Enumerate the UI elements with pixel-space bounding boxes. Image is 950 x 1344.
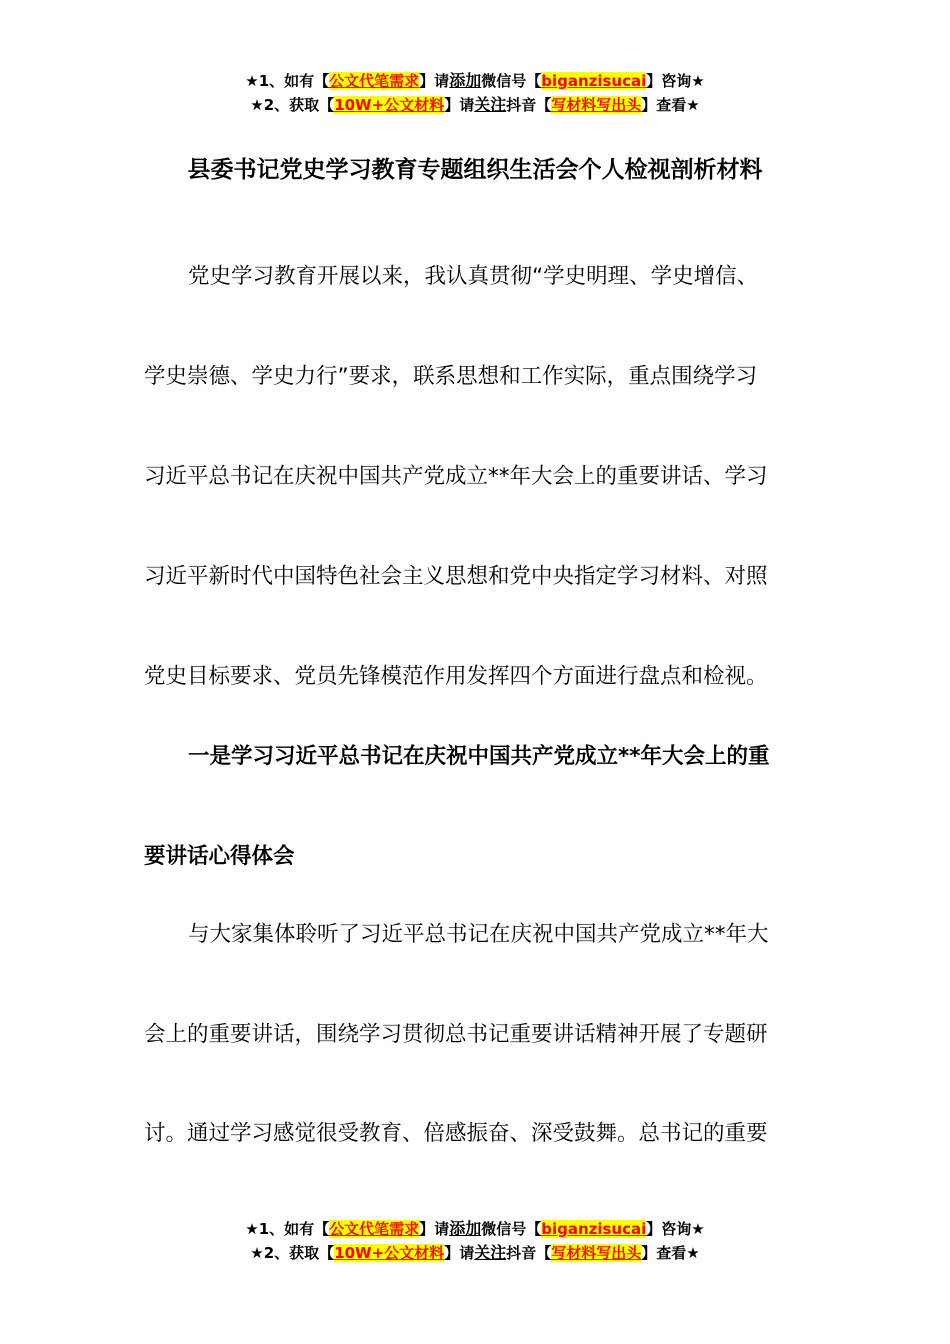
paragraph-line: 讨。通过学习感觉很受教育、倍感振奋、深受鼓舞。总书记的重要 (144, 1121, 768, 1146)
banner-emphasis: 添加 (449, 1219, 482, 1238)
banner-text: 】请 (419, 1220, 450, 1238)
header-banner (0, 69, 950, 117)
paragraph-line: 党史学习教育开展以来，我认真贯彻“学史明理、学史增信、 (188, 264, 759, 289)
banner-line-2 (0, 93, 950, 117)
banner-text: 微信号【 (481, 1220, 542, 1238)
wechat-id-highlight: biganzisucai (541, 1220, 647, 1238)
banner-line-2 (0, 1241, 950, 1265)
banner-line-1 (0, 69, 950, 93)
banner-text: 】请 (419, 72, 450, 90)
douyin-highlight: 写材料写出头 (551, 96, 642, 114)
banner-text: 】请 (444, 1244, 475, 1262)
banner-text: 】咨询★ (646, 1220, 705, 1238)
banner-text: ★1、如有【 (245, 72, 330, 90)
paragraph-line: 学史崇德、学史力行”要求，联系思想和工作实际，重点围绕学习 (144, 364, 758, 389)
banner-text: 微信号【 (481, 72, 542, 90)
document-title: 县委书记党史学习教育专题组织生活会个人检视剖析材料 (187, 157, 763, 183)
banner-line-1 (0, 1217, 950, 1241)
banner-text: 抖音【 (506, 1244, 552, 1262)
banner-text: ★2、获取【 (250, 96, 335, 114)
banner-emphasis: 关注 (474, 95, 507, 114)
banner-text: 】请 (444, 96, 475, 114)
banner-text: 】查看★ (641, 1244, 700, 1262)
paragraph-line: 习近平总书记在庆祝中国共产党成立**年大会上的重要讲话、学习 (144, 464, 768, 489)
materials-highlight: 10W+公文材料 (334, 1244, 445, 1262)
service-highlight: 公文代笔需求 (329, 72, 420, 90)
paragraph-line: 与大家集体聆听了习近平总书记在庆祝中国共产党成立**年大 (188, 922, 769, 947)
banner-emphasis: 添加 (449, 71, 482, 90)
materials-highlight: 10W+公文材料 (334, 96, 445, 114)
banner-text: 】咨询★ (646, 72, 705, 90)
paragraph-line: 党史目标要求、党员先锋模范作用发挥四个方面进行盘点和检视。 (144, 664, 768, 689)
banner-text: ★2、获取【 (250, 1244, 335, 1262)
footer-banner (0, 1217, 950, 1265)
paragraph-line: 会上的重要讲话，围绕学习贯彻总书记重要讲话精神开展了专题研 (144, 1022, 768, 1047)
banner-emphasis: 关注 (474, 1243, 507, 1262)
service-highlight: 公文代笔需求 (329, 1220, 420, 1238)
douyin-highlight: 写材料写出头 (551, 1244, 642, 1262)
banner-text: 】查看★ (641, 96, 700, 114)
section-heading-line: 一是学习习近平总书记在庆祝中国共产党成立**年大会上的重 (188, 744, 770, 769)
section-heading-line: 要讲话心得体会 (144, 844, 295, 869)
banner-text: 抖音【 (506, 96, 552, 114)
banner-text: ★1、如有【 (245, 1220, 330, 1238)
wechat-id-highlight: biganzisucai (541, 72, 647, 90)
paragraph-line: 习近平新时代中国特色社会主义思想和党中央指定学习材料、对照 (144, 564, 768, 589)
